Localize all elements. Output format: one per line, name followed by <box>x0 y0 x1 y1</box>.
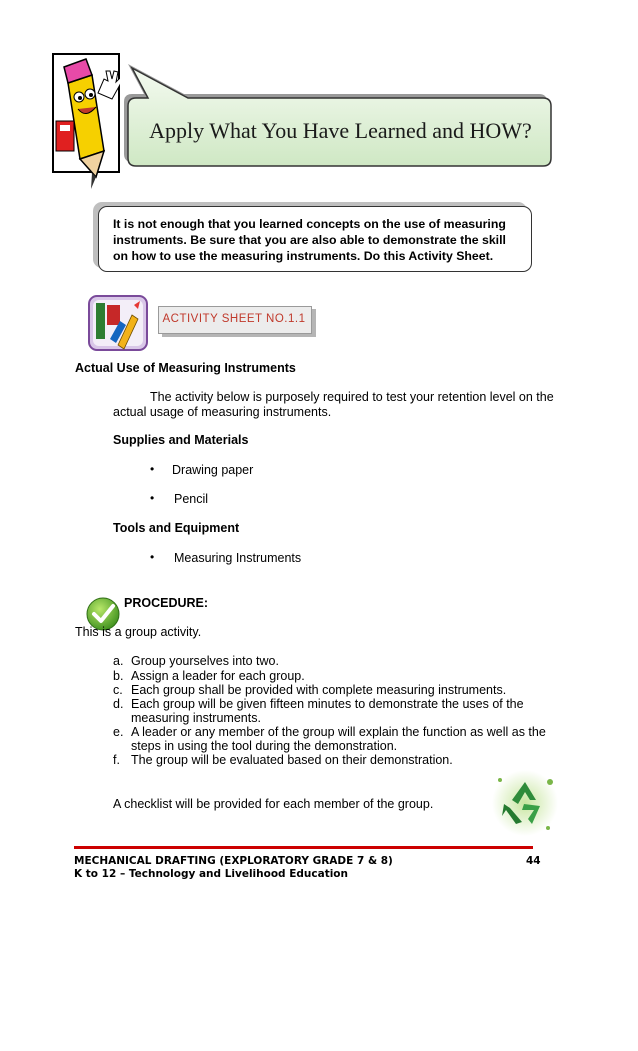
section-heading: Actual Use of Measuring Instruments <box>75 361 296 375</box>
step-text: Each group will be given fifteen minutes to demonstrate the uses of the <box>131 697 524 711</box>
bullet-icon: • <box>150 550 155 564</box>
step-text: Assign a leader for each group. <box>131 669 305 683</box>
list-item: Pencil <box>174 492 209 506</box>
activity-sheet-label: ACTIVITY SHEET NO.1.1 <box>162 313 306 325</box>
page-title: Apply What You Have Learned and HOW? <box>149 118 532 143</box>
list-item: Drawing paper <box>172 463 254 477</box>
paragraph-line: The activity below is purposely required to test your retention level on the <box>150 390 554 404</box>
step-letter: f. <box>113 753 120 767</box>
step-letter: b. <box>113 669 124 683</box>
page-number: 44 <box>526 855 541 867</box>
bullet-icon: • <box>150 491 155 505</box>
step-letter: d. <box>113 697 124 711</box>
step-text: A leader or any member of the group will explain the function as well as the <box>131 725 546 739</box>
step-letter: a. <box>113 654 124 668</box>
paragraph-line: actual usage of measuring instruments. <box>113 405 332 419</box>
procedure-heading: PROCEDURE: <box>124 596 209 610</box>
list-item: Measuring Instruments <box>174 551 302 565</box>
pencil-mascot-icon <box>52 53 120 193</box>
recycle-icon <box>492 770 558 836</box>
speech-bubble <box>118 60 558 172</box>
procedure-intro: This is a group activity. <box>75 625 202 639</box>
supplies-heading: Supplies and Materials <box>113 433 249 447</box>
step-text: Each group shall be provided with complete measuring instruments. <box>131 683 507 697</box>
intro-line: instruments. Be sure that you are also able to demonstrate the skill <box>113 233 506 247</box>
step-text: Group yourselves into two. <box>131 654 279 668</box>
intro-line: It is not enough that you learned concepts on the use of measuring <box>113 217 506 231</box>
step-text: The group will be evaluated based on their demonstration. <box>131 753 453 767</box>
step-text: steps in using the tool during the demonstration. <box>131 739 398 753</box>
bullet-icon: • <box>150 462 155 476</box>
art-tools-icon <box>88 295 148 351</box>
intro-text <box>113 216 523 264</box>
step-text: measuring instruments. <box>131 711 261 725</box>
tools-heading: Tools and Equipment <box>113 521 240 535</box>
step-letter: e. <box>113 725 124 739</box>
closing-text: A checklist will be provided for each member of the group. <box>113 797 434 811</box>
step-letter: c. <box>113 683 123 697</box>
intro-line: on how to use the measuring instruments. Do this Activity Sheet. <box>113 249 494 263</box>
footer-rule <box>74 846 533 849</box>
footer-subtitle: K to 12 – Technology and Livelihood Education <box>74 868 348 880</box>
footer-title: MECHANICAL DRAFTING (EXPLORATORY GRADE 7 & 8) <box>74 855 393 867</box>
